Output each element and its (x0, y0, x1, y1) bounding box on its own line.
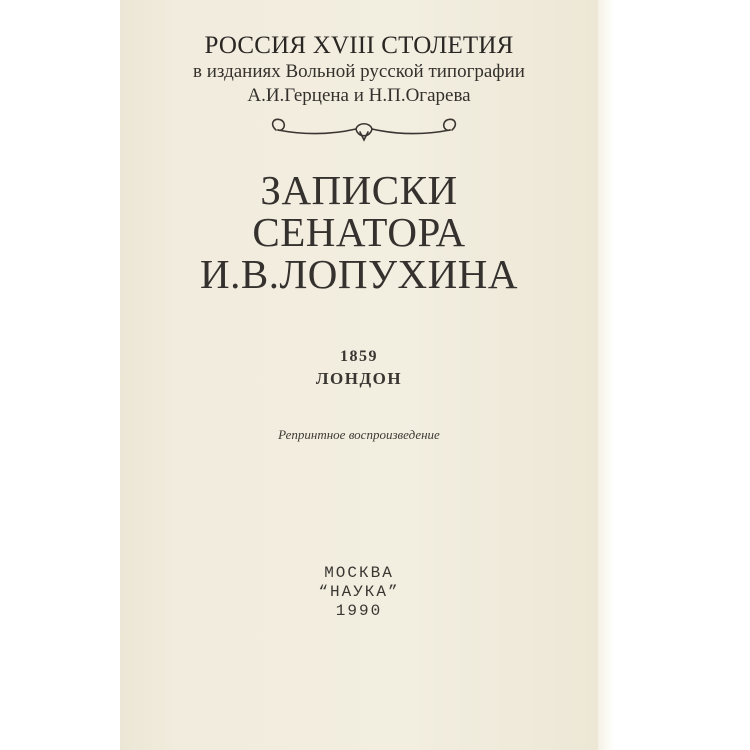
imprint-city: МОСКВА (324, 564, 394, 582)
imprint-publisher: “НАУКА” (318, 583, 400, 601)
book-title-line-3: И.В.ЛОПУХИНА (200, 251, 518, 297)
series-subtitle-line-1: в изданиях Вольной русской типографии (193, 61, 525, 82)
original-edition-city: ЛОНДОН (315, 369, 403, 388)
series-title: РОССИЯ XVIII СТОЛЕТИЯ (204, 32, 514, 59)
book-title-line-2: СЕНАТОРА (252, 209, 466, 255)
decorative-flourish-icon (264, 110, 464, 150)
imprint-year: 1990 (335, 602, 383, 620)
original-edition-year: 1859 (340, 348, 378, 365)
series-subtitle-line-2: А.И.Герцена и Н.П.Огарева (247, 85, 471, 106)
book-title-line-1: ЗАПИСКИ (260, 167, 458, 213)
page-edge (598, 0, 614, 750)
reprint-note: Репринтное воспроизведение (278, 427, 440, 442)
